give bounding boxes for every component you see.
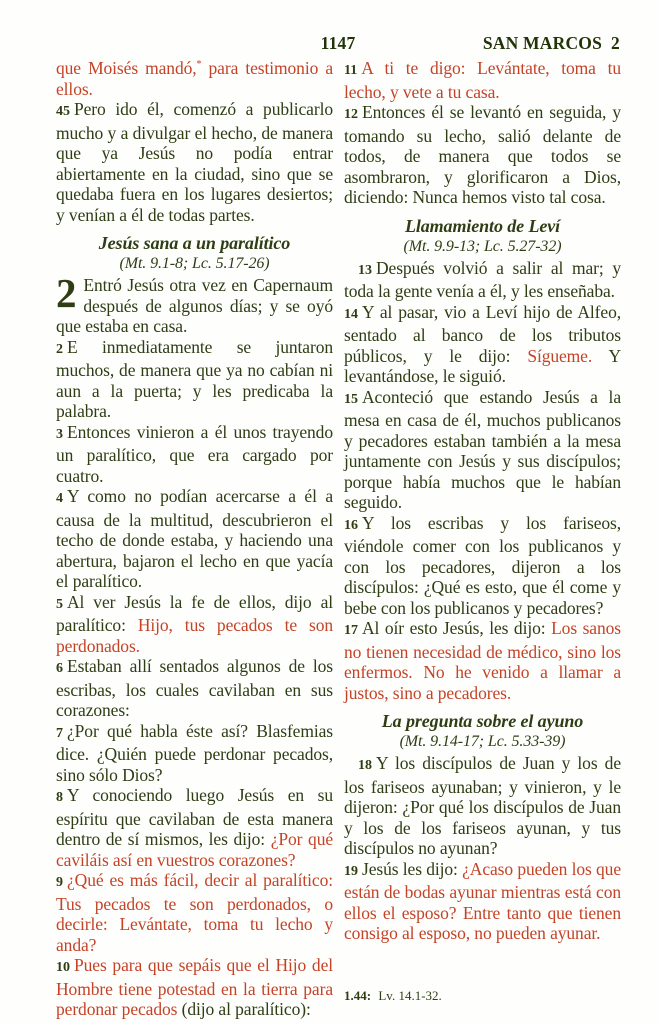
verse-paragraph <box>344 513 621 619</box>
verse-paragraph <box>56 58 333 99</box>
verse-number: 14 <box>344 306 358 322</box>
section-heading <box>344 711 621 751</box>
verse-number: 7 <box>56 725 63 741</box>
verse-paragraph <box>56 337 333 422</box>
verse-text: Entonces él se levantó en seguida, y tomando su lecho, salió delante de todos, de manera que todos se asombraron, y glorificaron a Dios, diciendo: Nunca hemos visto tal cosa. <box>344 102 621 207</box>
section-title: Jesús sana a un paralítico <box>98 233 291 253</box>
chapter-number: 2 <box>611 33 620 53</box>
verse-text: Estaban allí sentados algunos de los escribas, los cuales cavilaban en sus corazones: <box>56 656 333 720</box>
verse-text: Pues para que sepáis que el Hijo del Hombre tiene potestad en la tierra para perdonar pecados <box>56 955 333 1019</box>
verse-text: (dijo al paralítico): <box>181 999 311 1019</box>
page-header <box>56 33 620 55</box>
verse-text: Entonces vinieron a él unos trayendo un paralítico, que era cargado por cuatro. <box>56 421 333 486</box>
verse-text: para testimonio a ellos. <box>56 58 333 99</box>
verse-number: 6 <box>56 661 63 676</box>
verse-paragraph <box>56 422 333 487</box>
verse-paragraph <box>344 258 621 302</box>
verse-text: Sígueme. <box>527 345 593 366</box>
verse-paragraph <box>344 102 621 208</box>
verse-text: Después volvió a salir al mar; y toda la gente venía a él, y les enseñaba. <box>344 257 621 301</box>
verse-number: 19 <box>344 863 358 879</box>
verse-number: 2 <box>56 341 63 357</box>
verse-number: 11 <box>344 63 358 78</box>
verse-text: Aconteció que estando Jesús a la mesa en casa de él, muchos publicanos y pecadores estaban también a la mesa juntamente con Jesús y sus discípulos; porque había muchos que le habían seguido. <box>344 386 621 512</box>
verse-paragraph <box>56 656 333 721</box>
verse-paragraph <box>344 618 621 703</box>
verse-paragraph <box>56 785 333 870</box>
verse-text: Jesús les dijo: <box>362 858 463 879</box>
verse-number: 16 <box>344 517 358 533</box>
verse-text: Hijo, tus pecados te son perdonados. <box>56 615 333 656</box>
verse-text: Pero ido él, comenzó a publicarlo mucho y a divulgar el hecho, de manera que ya Jesús no podía entrar abiertamente en la ciudad, sino que se quedaba fuera en los lugares desiertos; y venían a él de todas partes. <box>56 99 333 225</box>
verse-number: 18 <box>358 758 372 773</box>
right-column <box>344 58 621 1020</box>
left-column <box>56 58 333 1020</box>
verse-text: ¿Por qué caviláis así en vuestros corazones? <box>56 829 334 870</box>
verse-number: 17 <box>344 623 358 638</box>
verse-text: A ti te digo: Levántate, toma tu lecho, y vete a tu casa. <box>344 58 621 102</box>
verse-text: Y levantándose, le siguió. <box>344 345 621 386</box>
verse-text: Y los discípulos de Juan y los de los fariseos ayunaban; y vinieron, y le dijeron: ¿Por qué los discípulos de Juan y los de los fariseos ayunan, y tus discípulos no ayunan? <box>344 753 621 858</box>
footnote: 1.44: Lv. 14.1-32. <box>344 987 442 1003</box>
verse-number: 5 <box>56 596 63 612</box>
section-heading <box>56 233 333 273</box>
verse-text: Y conociendo luego Jesús en su espíritu que cavilaban de esta manera dentro de sí mismos, les dijo: <box>56 785 333 849</box>
verse-paragraph <box>344 387 621 513</box>
verse-paragraph <box>56 270 333 337</box>
verse-text: Entró Jesús otra vez en Capernaum después de algunos días; y se oyó que estaba en casa. <box>56 275 333 336</box>
verse-paragraph <box>56 955 333 1020</box>
section-heading <box>344 216 621 256</box>
verse-paragraph <box>56 486 333 592</box>
section-title: Llamamiento de Leví <box>404 215 561 236</box>
book-name: SAN MARCOS <box>482 33 603 53</box>
chapter-dropcap: 2 <box>56 270 77 316</box>
verse-paragraph <box>344 859 621 944</box>
verse-number: 12 <box>344 107 358 122</box>
verse-number: 9 <box>56 875 63 890</box>
verse-text: Al ver Jesús la fe de ellos, dijo al paralítico: <box>56 591 333 635</box>
page-number: 1147 <box>320 33 356 53</box>
verse-paragraph <box>56 592 333 657</box>
footnote-marker: * <box>196 59 202 71</box>
footnote-ref: 1.44: <box>344 987 372 1003</box>
book-title <box>483 33 620 54</box>
verse-paragraph <box>344 58 621 102</box>
text-columns <box>56 58 621 1020</box>
verse-paragraph <box>56 870 333 955</box>
section-reference: (Mt. 9.1-8; Lc. 5.17-26) <box>119 255 270 272</box>
verse-text: que Moisés mandó, <box>56 58 197 78</box>
verse-paragraph <box>344 753 621 859</box>
verse-text: E inmediatamente se juntaron muchos, de manera que ya no cabían ni aun a la puerta; y les predicaba la palabra. <box>56 336 333 421</box>
verse-number: 8 <box>56 790 63 805</box>
verse-paragraph <box>56 99 333 225</box>
verse-number: 15 <box>344 391 358 407</box>
verse-paragraph <box>56 721 333 786</box>
section-reference: (Mt. 9.14-17; Lc. 5.33-39) <box>399 733 566 750</box>
section-reference: (Mt. 9.9-13; Lc. 5.27-32) <box>403 237 562 255</box>
section-title: La pregunta sobre el ayuno <box>381 711 584 731</box>
verse-text: Y como no podían acercarse a él a causa de la multitud, descubrieron el techo de donde estaba, y haciendo una abertura, bajaron el lecho en que yacía el paralítico. <box>56 486 333 591</box>
verse-text: ¿Acaso pueden los que están de bodas ayunar mientras está con ellos el esposo? Entre tanto que tienen consigo al esposo, no pueden ayunar. <box>344 858 621 943</box>
verse-number: 10 <box>56 960 70 975</box>
verse-paragraph <box>344 302 621 387</box>
verse-text: Al oír esto Jesús, les dijo: <box>362 618 552 638</box>
verse-text: Y los escribas y los fariseos, viéndole comer con los publicanos y con los pecadores, dijeron a los discípulos: ¿Qué es esto, que él come y bebe con los publicanos y pecadores? <box>344 512 621 618</box>
verse-text: ¿Por qué habla éste así? Blasfemias dice. ¿Quién puede perdonar pecados, sino sólo Dios? <box>56 720 333 785</box>
verse-number: 4 <box>56 491 63 506</box>
verse-number: 13 <box>358 262 372 278</box>
verse-number: 45 <box>56 104 70 119</box>
verse-text: ¿Qué es más fácil, decir al paralítico: Tus pecados te son perdonados, o decirle: Levántate, toma tu lecho y anda? <box>56 870 333 955</box>
verse-number: 3 <box>56 426 63 442</box>
verse-text: Los sanos no tienen necesidad de médico, sino los enfermos. No he venido a llamar a justos, sino a pecadores. <box>344 618 621 703</box>
verse-text: Y al pasar, vio a Leví hijo de Alfeo, sentado al banco de los tributos públicos, y le dijo: <box>344 301 621 366</box>
